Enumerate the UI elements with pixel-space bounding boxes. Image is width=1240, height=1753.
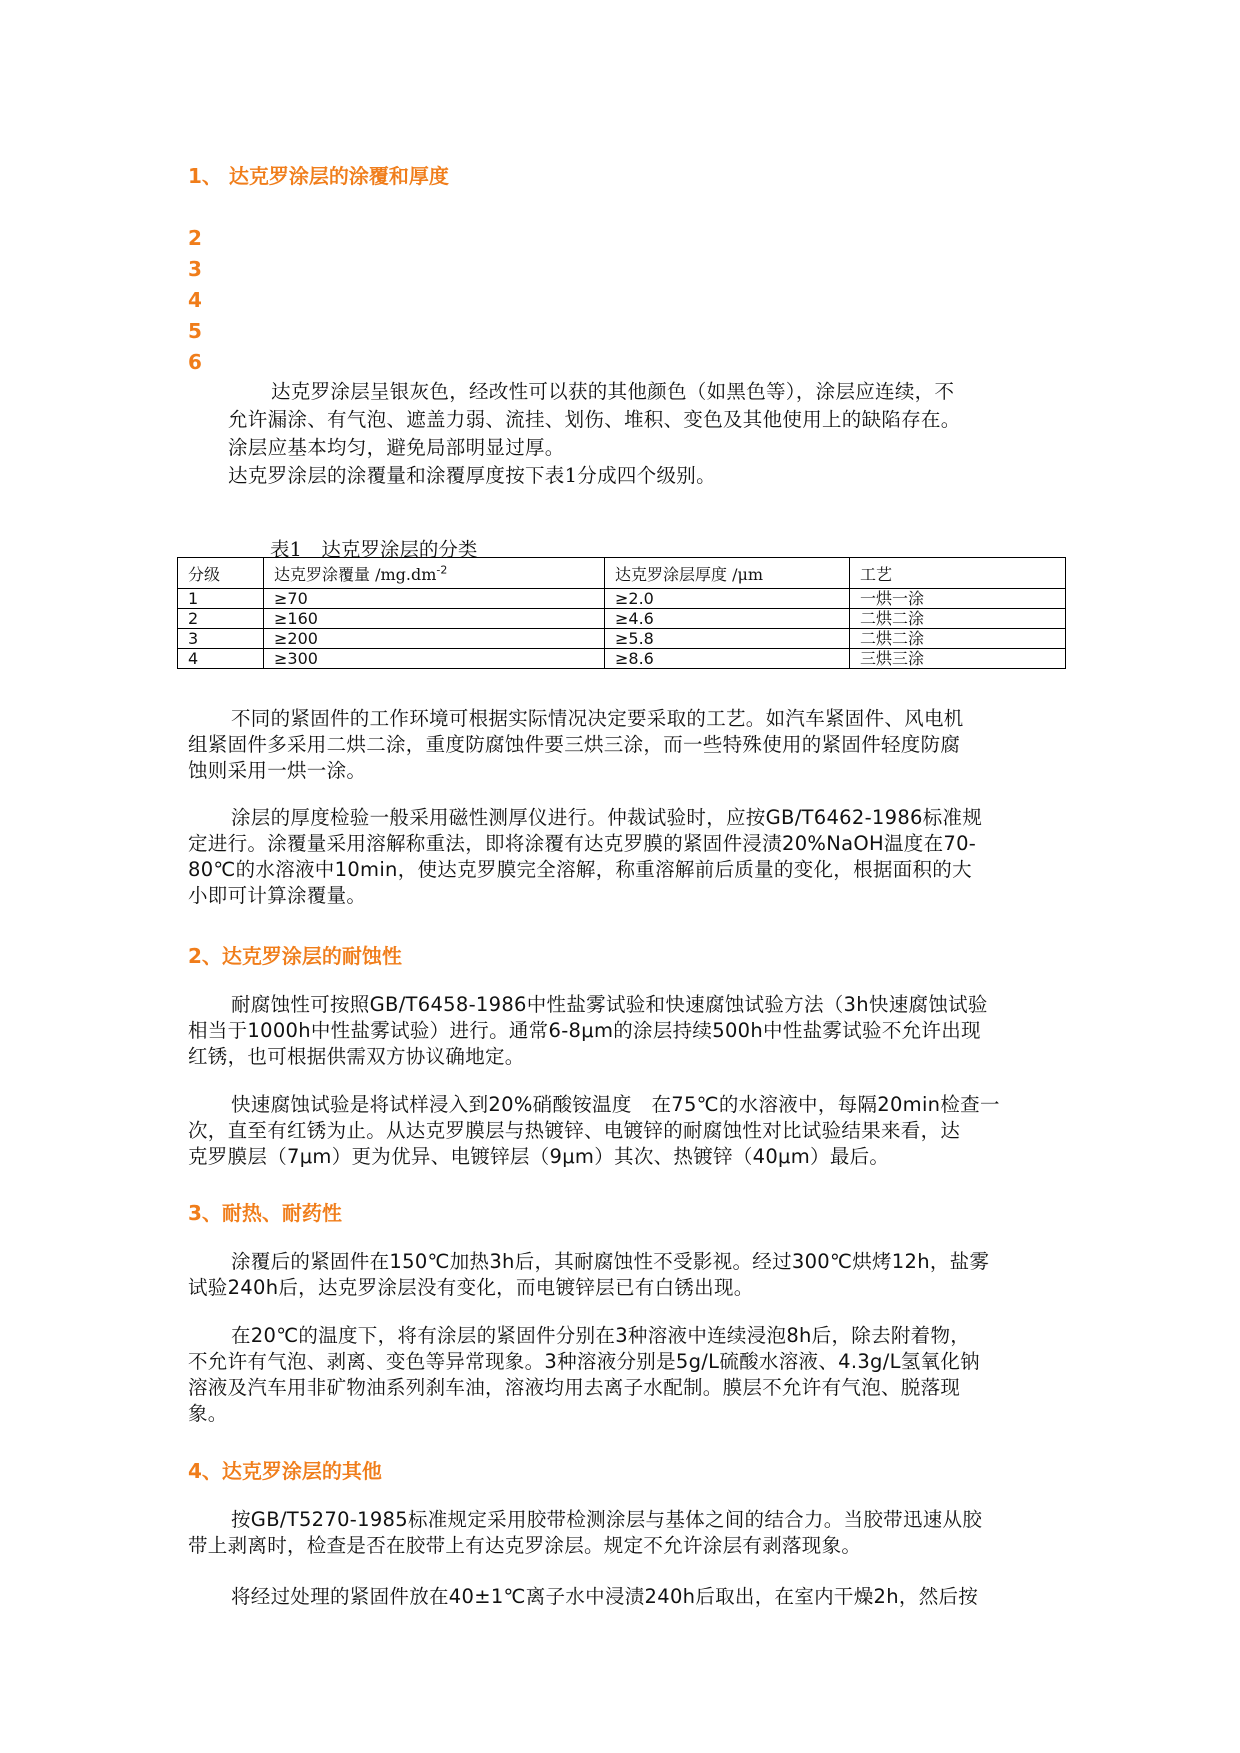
table-cell: 1 — [178, 589, 264, 609]
table-row — [178, 629, 1066, 649]
list-number: 6 — [188, 350, 202, 374]
table-cell: 3 — [178, 629, 264, 649]
table-cell: ≥2.0 — [605, 589, 850, 609]
text-line: 涂层的厚度检验一般采用磁性测厚仪进行。仲裁试验时，应按GB/T6462-1986标准规 — [231, 806, 983, 829]
heading-4: 4、达克罗涂层的其他 — [188, 1459, 382, 1483]
text-line: 小即可计算涂覆量。 — [188, 884, 367, 907]
table-header-row — [178, 558, 1066, 589]
paragraph — [188, 1584, 1068, 1610]
text-line: 不同的紧固件的工作环境可根据实际情况决定要采取的工艺。如汽车紧固件、风电机 — [231, 707, 964, 730]
paragraph — [188, 1507, 1068, 1559]
text-line: 象。 — [188, 1402, 228, 1425]
table-header-cell: 达克罗涂层厚度 /μm — [605, 558, 850, 589]
table-cell: 一烘一涂 — [850, 589, 1066, 609]
table-header-cell — [264, 558, 605, 589]
text-line: 80℃的水溶液中10min，使达克罗膜完全溶解，称重溶解前后质量的变化，根据面积的大 — [188, 858, 972, 881]
text-line: 涂覆后的紧固件在150℃加热3h后，其耐腐蚀性不受影视。经过300℃烘烤12h，盐雾 — [231, 1250, 990, 1273]
table-row — [178, 609, 1066, 629]
text-line: 允许漏涂、有气泡、遮盖力弱、流挂、划伤、堆积、变色及其他使用上的缺陷存在。 — [228, 408, 961, 431]
table-cell: ≥70 — [264, 589, 605, 609]
paragraph — [188, 992, 1068, 1070]
text-line: 耐腐蚀性可按照GB/T6458-1986中性盐雾试验和快速腐蚀试验方法（3h快速腐蚀试验 — [231, 993, 988, 1016]
paragraph — [188, 1092, 1068, 1170]
text-line: 溶液及汽车用非矿物油系列刹车油，溶液均用去离子水配制。膜层不允许有气泡、脱落现 — [188, 1376, 961, 1399]
table-caption: 表1 达克罗涂层的分类 — [270, 538, 478, 561]
table-cell: 2 — [178, 609, 264, 629]
classification-table — [177, 557, 1066, 669]
paragraph — [188, 706, 1068, 784]
paragraph — [188, 805, 1068, 909]
text-line: 涂层应基本均匀，避免局部明显过厚。 — [228, 436, 565, 459]
text-line: 克罗膜层（7μm）更为优异、电镀锌层（9μm）其次、热镀锌（40μm）最后。 — [188, 1145, 890, 1168]
table-cell: ≥200 — [264, 629, 605, 649]
table-row — [178, 649, 1066, 669]
list-number: 4 — [188, 288, 202, 312]
header-text: 达克罗涂覆量 /mg.dm — [274, 564, 437, 584]
table-cell: 三烘三涂 — [850, 649, 1066, 669]
text-line: 次，直至有红锈为止。从达克罗膜层与热镀锌、电镀锌的耐腐蚀性对比试验结果来看，达 — [188, 1119, 961, 1142]
text-line: 定进行。涂覆量采用溶解称重法，即将涂覆有达克罗膜的紧固件浸渍20%NaOH温度在70- — [188, 832, 977, 855]
table-cell: 4 — [178, 649, 264, 669]
text-line: 相当于1000h中性盐雾试验）进行。通常6-8μm的涂层持续500h中性盐雾试验不允许出现 — [188, 1019, 981, 1042]
text-line: 试验240h后，达克罗涂层没有变化，而电镀锌层已有白锈出现。 — [188, 1276, 754, 1299]
table-cell: ≥4.6 — [605, 609, 850, 629]
heading-3: 3、耐热、耐药性 — [188, 1201, 342, 1225]
text-line: 将经过处理的紧固件放在40±1℃离子水中浸渍240h后取出，在室内干燥2h，然后按 — [231, 1585, 979, 1608]
intro-paragraph — [228, 378, 1088, 490]
table-cell: 二烘二涂 — [850, 609, 1066, 629]
table-header-cell: 工艺 — [850, 558, 1066, 589]
header-superscript: -2 — [436, 563, 448, 577]
table-cell: ≥5.8 — [605, 629, 850, 649]
table-cell: ≥8.6 — [605, 649, 850, 669]
text-line: 达克罗涂层呈银灰色，经改性可以获的其他颜色（如黑色等），涂层应连续，不 — [271, 380, 955, 403]
text-line: 在20℃的温度下，将有涂层的紧固件分别在3种溶液中连续浸泡8h后，除去附着物， — [231, 1324, 971, 1347]
text-line: 快速腐蚀试验是将试样浸入到20%硝酸铵温度 在75℃的水溶液中，每隔20min检查一 — [231, 1093, 1000, 1116]
table-cell: ≥160 — [264, 609, 605, 629]
list-number: 2 — [188, 226, 202, 250]
text-line: 达克罗涂层的涂覆量和涂覆厚度按下表1分成四个级别。 — [228, 464, 716, 487]
table-row — [178, 589, 1066, 609]
table-cell: 二烘二涂 — [850, 629, 1066, 649]
text-line: 红锈，也可根据供需双方协议确地定。 — [188, 1045, 525, 1068]
table-cell: ≥300 — [264, 649, 605, 669]
table-header-cell: 分级 — [178, 558, 264, 589]
paragraph — [188, 1249, 1068, 1301]
text-line: 带上剥离时，检查是否在胶带上有达克罗涂层。规定不允许涂层有剥落现象。 — [188, 1534, 862, 1557]
heading-2: 2、达克罗涂层的耐蚀性 — [188, 944, 402, 968]
heading-1: 1、 达克罗涂层的涂覆和厚度 — [188, 164, 449, 188]
list-number: 5 — [188, 319, 202, 343]
paragraph — [188, 1323, 1068, 1427]
text-line: 组紧固件多采用二烘二涂，重度防腐蚀件要三烘三涂，而一些特殊使用的紧固件轻度防腐 — [188, 733, 961, 756]
text-line: 不允许有气泡、剥离、变色等异常现象。3种溶液分别是5g/L硫酸水溶液、4.3g/L氢氧化钠 — [188, 1350, 980, 1373]
list-number: 3 — [188, 257, 202, 281]
text-line: 蚀则采用一烘一涂。 — [188, 759, 367, 782]
text-line: 按GB/T5270-1985标准规定采用胶带检测涂层与基体之间的结合力。当胶带迅速从胶 — [231, 1508, 983, 1531]
